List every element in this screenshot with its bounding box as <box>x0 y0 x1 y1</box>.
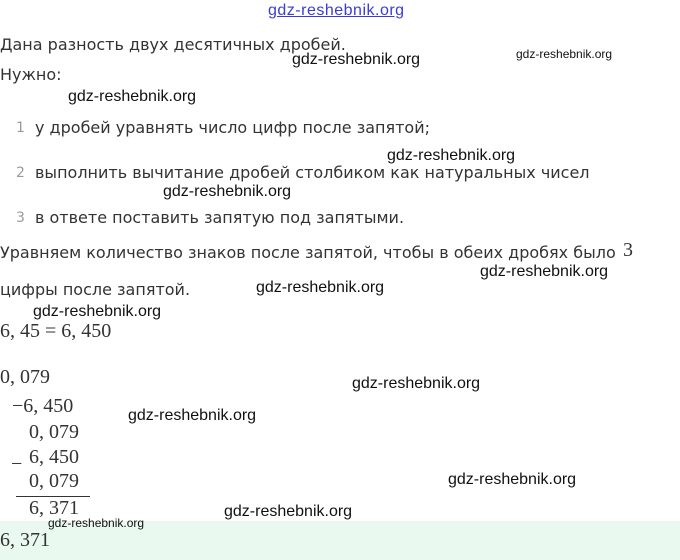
watermark: gdz-reshebnik.org <box>68 88 197 105</box>
watermark: gdz-reshebnik.org <box>480 263 609 280</box>
digits-count: 3 <box>623 239 633 261</box>
watermark: gdz-reshebnik.org <box>387 147 516 164</box>
second-number: 0, 079 <box>0 366 50 388</box>
explanation-line: цифры после запятой. <box>0 280 191 299</box>
watermark: gdz-reshebnik.org <box>256 279 385 296</box>
watermark: gdz-reshebnik.org <box>516 47 613 61</box>
answer: 6, 371 <box>0 529 50 551</box>
watermark: gdz-reshebnik.org <box>448 471 577 488</box>
watermark-top[interactable]: gdz-reshebnik.org <box>268 2 405 19</box>
step-text: выполнить вычитание дробей столбиком как натуральных чисел <box>35 163 590 182</box>
need-label: Нужно: <box>0 65 62 84</box>
column-line: −6, 450 <box>12 395 74 417</box>
minuend: 6, 450 <box>29 446 79 468</box>
watermark: gdz-reshebnik.org <box>352 375 481 392</box>
minus-sign: − <box>11 453 23 475</box>
step-number: 3 <box>16 210 25 226</box>
watermark: gdz-reshebnik.org <box>224 503 353 520</box>
watermark: gdz-reshebnik.org <box>128 407 257 424</box>
difference: 6, 371 <box>29 497 79 519</box>
step-text: в ответе поставить запятую под запятыми. <box>35 208 405 227</box>
column-line: 0, 079 <box>29 421 79 443</box>
watermark: gdz-reshebnik.org <box>33 303 162 320</box>
watermark: gdz-reshebnik.org <box>48 516 145 530</box>
explanation-line: Уравняем количество знаков после запятой, чтобы в обеих дробях было <box>0 243 616 262</box>
equation: 6, 45 = 6, 450 <box>0 320 112 342</box>
intro-text: Дана разность двух десятичных дробей. <box>0 35 346 54</box>
subtrahend: 0, 079 <box>29 470 79 492</box>
watermark: gdz-reshebnik.org <box>163 183 292 200</box>
step-text: у дробей уравнять число цифр после запятой; <box>35 118 430 137</box>
step-number: 2 <box>16 165 25 181</box>
step-number: 1 <box>16 120 25 136</box>
watermark: gdz-reshebnik.org <box>292 51 421 68</box>
